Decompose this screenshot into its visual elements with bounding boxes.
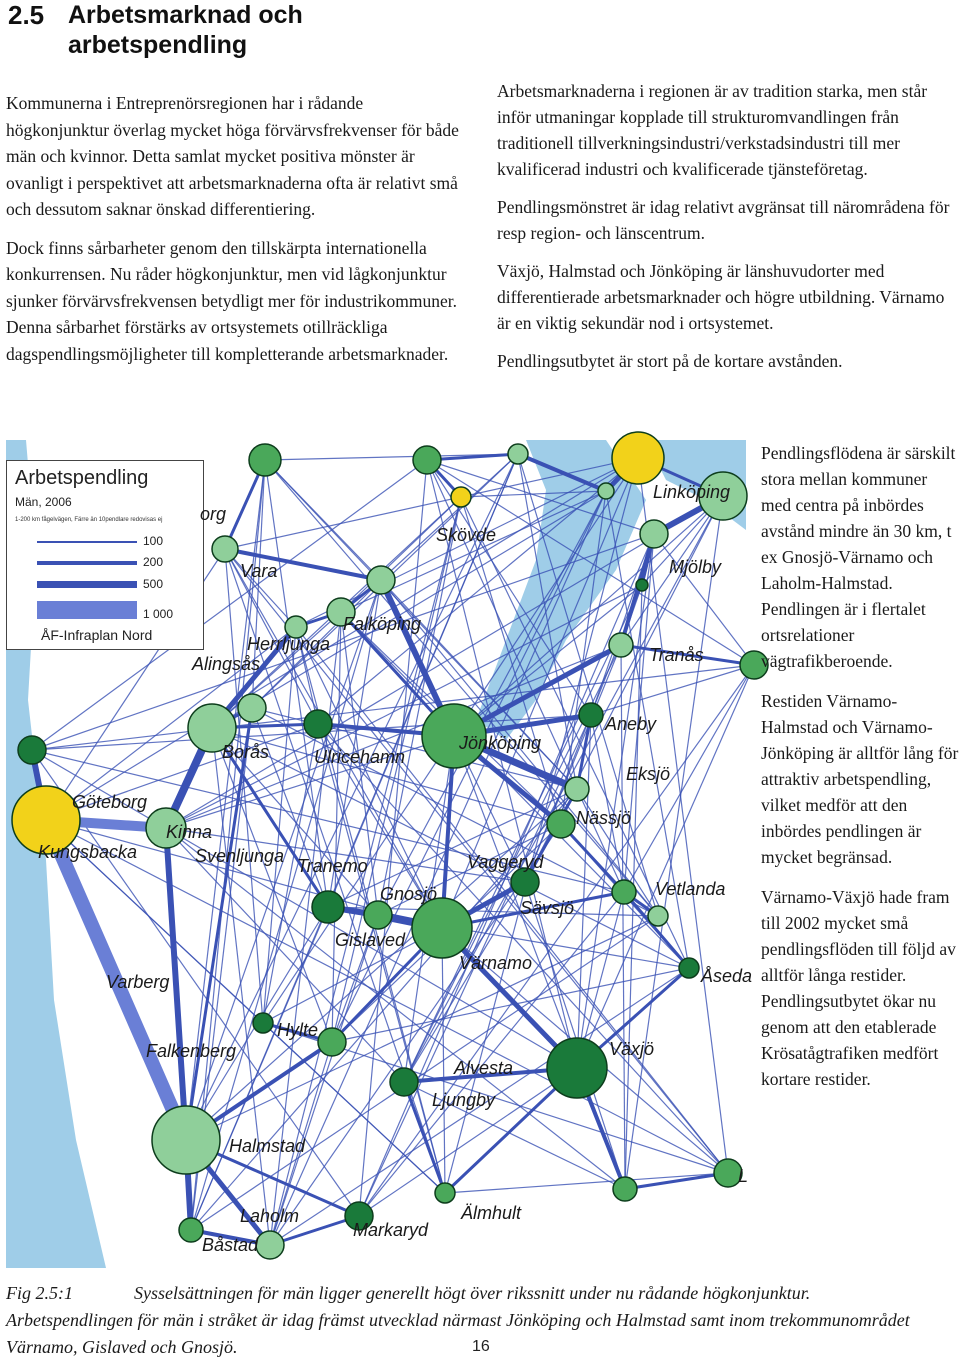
legend-line-1000 (37, 601, 137, 619)
place-label: Falkenberg (146, 1041, 237, 1061)
place-label: Värnamo (459, 953, 533, 973)
municipality-node (565, 777, 589, 801)
paragraph: Restiden Värnamo-Halmstad och Värnamo-Jönköping är alltför lång för attraktiv arbetspendling, vilket medför att den inbördes pendlingen är mycket begränsad. (761, 691, 959, 867)
place-label: Herrljunga (247, 634, 331, 654)
flow-line-thin (577, 665, 754, 1068)
municipality-node (256, 1231, 284, 1259)
legend-line-100 (37, 541, 137, 543)
flow-line-thin (625, 496, 726, 1189)
flow-line (625, 1173, 728, 1189)
paragraph: Pendlingsflödena är särskilt stora mellan kommuner med centra på inbördes avstånd mindre än 30 km, t ex Gnosjö-Värnamo och Laholm-Halmstad. Pendlingen är i flertalet ortsrelationer vägtrafikberoende. (761, 443, 956, 671)
place-label: Vaggeryd (467, 852, 544, 872)
legend-subtitle: Män, 2006 (15, 495, 72, 509)
legend-source: ÅF-Infraplan Nord (41, 627, 153, 643)
flow-line-thin (263, 627, 296, 1023)
municipality-node (249, 444, 281, 476)
section-title: Arbetsmarknad och arbetspendling (68, 1, 303, 59)
place-label: Mjölby (669, 557, 722, 577)
place-label: Nässjö (576, 808, 632, 828)
municipality-node (598, 483, 614, 499)
right-text-column (497, 78, 957, 386)
place-label: Växjö (609, 1039, 655, 1059)
place-label: Tranemo (297, 856, 368, 876)
paragraph: Kommunerna i Entreprenörsregionen har i rådande högkonjunktur överlag mycket höga förvärvsfrekvenser för både män och kvinnor. Detta samlat mycket positiva mönster är ovanligt i perspektivet att arbetsmarknaderna ofta är relativt små och dessutom saknar önskad differentiering. (6, 93, 459, 219)
municipality-node (18, 736, 46, 764)
place-label: Borås (222, 742, 270, 762)
place-label: Alvesta (454, 1058, 514, 1078)
municipality-node (640, 520, 668, 548)
municipality-node (648, 906, 668, 926)
paragraph: Värnamo-Växjö hade fram till 2002 mycket små pendlingsflöden till följd av alltför långa restider. Pendlingsutbytet ökar nu genom att den etablerade Krösatågtrafiken medfört kortare restider. (761, 887, 956, 1089)
map-legend (6, 460, 204, 650)
municipality-node (612, 432, 664, 484)
paragraph: Pendlingsutbytet är stort på de kortare avstånden. (497, 351, 843, 371)
place-label: Vetlanda (655, 879, 726, 899)
municipality-node (679, 958, 699, 978)
caption-first-line: Sysselsättningen för män ligger generellt högt över rikssnitt under nu rådande högkonjunktur. (134, 1283, 811, 1303)
municipality-node (609, 633, 633, 657)
place-label: Åseda (701, 966, 753, 986)
place-label: Jönköping (459, 733, 542, 753)
legend-value-1000: 1 000 (143, 607, 174, 621)
place-label: org (200, 504, 227, 524)
place-label: Gnosjö (380, 884, 438, 904)
municipality-node (212, 536, 238, 562)
place-label: Falköping (343, 614, 422, 634)
municipality-node (152, 1106, 220, 1174)
caption-text: Arbetspendlingen för män i stråket är idag främst utvecklad närmast Jönköping och Halmstad samt inom trekommunområdet Värnamo, Gislaved och Gnosjö. (6, 1310, 910, 1357)
municipality-node (451, 487, 471, 507)
legend-line-500 (37, 581, 137, 588)
municipality-node (435, 1183, 455, 1203)
municipality-node (238, 694, 266, 722)
place-label: Linköping (653, 482, 731, 502)
paragraph: Pendlingsmönstret är idag relativt avgränsat till närområdena för resp region- och länscentrum. (497, 197, 950, 243)
legend-value-100: 100 (143, 534, 164, 548)
municipality-node (312, 891, 344, 923)
flow-line-thin (445, 1173, 728, 1193)
place-label: Varberg (106, 972, 170, 992)
municipality-node (318, 1028, 346, 1056)
place-label: Ulricehamn (314, 747, 406, 767)
flow-line (186, 708, 252, 1140)
municipality-node (364, 901, 392, 929)
page-number: 16 (472, 1338, 490, 1355)
place-label: Eksjö (626, 764, 671, 784)
place-label: Göteborg (72, 792, 148, 812)
place-label: Älmhult (461, 1203, 522, 1223)
legend-line-200 (37, 561, 137, 565)
municipality-node (612, 880, 636, 904)
legend-title: Arbetspendling (15, 467, 149, 489)
legend-value-200: 200 (143, 555, 164, 569)
left-text-column (6, 90, 464, 379)
legend-note: 1-200 km fågelvägen, Färre än 10pendlare redovisas ej (15, 517, 163, 523)
place-label: Vara (240, 561, 278, 581)
legend-value-500: 500 (143, 577, 164, 591)
paragraph: Arbetsmarknaderna i regionen är av tradition starka, men står inför utmaningar kopplade till strukturomvandlingen från traditionell tillverkningsindustri/verkstadsindustri till mer kvalificerad industri och kvalificerade tjänsteföretag. (497, 81, 928, 179)
place-label: Laholm (240, 1206, 300, 1226)
flow-line-thin (591, 715, 624, 892)
flow-line (624, 892, 689, 968)
paragraph: Dock finns sårbarheter genom den tillskärpta internationella konkurrensen. Nu råder högkonjunktur, men vid lågkonjunktur sjunker förvärvsfrekvensen betydligt mer för industrikommuner. Denna sårbarhet förstärks av ortsystemets otillräckliga dagspendlingsmöjligheter till kompletterande arbetsmarknader. (6, 237, 458, 364)
municipality-node (547, 810, 575, 838)
place-label: Kungsbacka (38, 842, 138, 862)
caption-label: Fig 2.5:1 (6, 1283, 73, 1303)
place-label: L (738, 1166, 749, 1186)
place-label: Alingsås (192, 654, 261, 674)
place-label: Aneby (605, 714, 657, 734)
place-label: Gislaved (335, 930, 406, 950)
flow-line-thin (225, 549, 263, 1023)
place-label: Sävsjö (520, 898, 575, 918)
municipality-node (547, 1038, 607, 1098)
municipality-node (304, 710, 332, 738)
municipality-node (390, 1068, 418, 1096)
municipality-node (367, 566, 395, 594)
place-label: Hylte (277, 1020, 319, 1040)
place-label: Ljungby (432, 1090, 496, 1110)
place-label: Tranås (649, 645, 704, 665)
municipality-node (179, 1218, 203, 1242)
flow-line-thin (381, 454, 518, 580)
place-label: Skövde (436, 525, 497, 545)
municipality-node (579, 703, 603, 727)
paragraph: Växjö, Halmstad och Jönköping är länshuvudorter med differentierade arbetsmarknader och högre utbildning. Värnamo är en viktig sekundär nod i ortsystemet. (497, 261, 945, 333)
side-text-column (761, 440, 959, 1106)
place-label: Båstad (202, 1235, 259, 1255)
place-label: Markaryd (353, 1220, 429, 1240)
municipality-node (412, 898, 472, 958)
municipality-node (413, 446, 441, 474)
municipality-node (253, 1013, 273, 1033)
section-number: 2.5 (8, 0, 45, 30)
municipality-node (613, 1177, 637, 1201)
municipality-node (508, 444, 528, 464)
place-label: Kinna (166, 822, 213, 842)
municipality-node (636, 579, 648, 591)
place-label: Halmstad (229, 1136, 306, 1156)
place-label: Svenljunga (195, 846, 285, 866)
